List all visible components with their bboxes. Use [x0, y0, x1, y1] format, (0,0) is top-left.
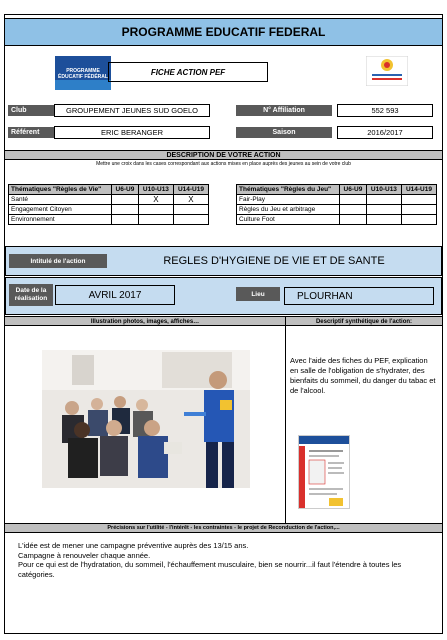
- lieu-value: PLOURHAN: [284, 287, 434, 305]
- precisions-line: Campagne à renouveler chaque année.: [18, 550, 151, 560]
- themes-jeu-col: U14-U19: [401, 185, 436, 195]
- themes-vie-col: U6-U9: [112, 185, 139, 195]
- intitule-label: Intitulé de l'action: [9, 254, 107, 268]
- precisions-label: Précisions sur l'utilité - l'intérêt - les contraintes - le projet de Reconduction de l'action,...: [5, 523, 442, 533]
- theme-name: Règles du Jeu et arbitrage: [237, 205, 340, 215]
- descriptif-label: Descriptif synthétique de l'action:: [315, 318, 413, 325]
- checkbox-cell[interactable]: [112, 195, 139, 205]
- checkbox-cell[interactable]: [401, 195, 436, 205]
- referent-label: Référent: [8, 127, 54, 138]
- checkbox-cell[interactable]: [138, 205, 173, 215]
- date-label-line2: réalisation: [14, 295, 48, 302]
- table-row: [237, 215, 437, 225]
- checkbox-cell[interactable]: [401, 215, 436, 225]
- precisions-text: [18, 541, 438, 591]
- pef-logo: [55, 56, 111, 90]
- table-row: [9, 195, 209, 205]
- themes-vie-col: U14-U19: [173, 185, 208, 195]
- column-divider: [285, 316, 286, 523]
- description-subtitle: Mettre une croix dans les cases correspondant aux actions mises en place auprès des jeunes au sein de votre club: [96, 161, 351, 167]
- fiche-title: FICHE ACTION PEF: [108, 62, 268, 82]
- checkbox-cell[interactable]: [112, 215, 139, 225]
- club-value: GROUPEMENT JEUNES SUD GOELO: [54, 104, 210, 117]
- affiliation-label: N° Affiliation: [236, 105, 332, 116]
- themes-vie-col: U10-U13: [138, 185, 173, 195]
- description-title: DESCRIPTION DE VOTRE ACTION: [5, 150, 442, 160]
- precisions-line: L'idée est de mener une campagne préventive auprès des 13/15 ans.: [18, 541, 249, 550]
- programme-educatif-federal-logo-icon: [55, 56, 111, 90]
- checkbox-cell[interactable]: X: [138, 195, 173, 205]
- page-title: PROGRAMME EDUCATIF FEDERAL: [5, 18, 442, 46]
- referent-value: ERIC BERANGER: [54, 126, 210, 139]
- theme-name: Fair-Play: [237, 195, 340, 205]
- themes-jeu-col: U6-U9: [340, 185, 367, 195]
- checkbox-cell[interactable]: [112, 205, 139, 215]
- lieu-label: Lieu: [236, 287, 280, 301]
- federation-logo: [366, 56, 408, 86]
- table-row: [237, 205, 437, 215]
- table-row: [237, 195, 437, 205]
- theme-name: Engagement Citoyen: [9, 205, 112, 215]
- classroom-photo-icon: [42, 350, 250, 488]
- theme-name: Environnement: [9, 215, 112, 225]
- federation-logo-icon: [366, 56, 408, 86]
- pef-fiche-thumbnail: [298, 435, 350, 509]
- checkbox-cell[interactable]: [340, 195, 367, 205]
- date-value: AVRIL 2017: [55, 285, 175, 305]
- checkbox-cell[interactable]: [340, 215, 367, 225]
- checkbox-cell[interactable]: [173, 205, 208, 215]
- svg-text:ÉDUCATIF FÉDÉRAL: ÉDUCATIF FÉDÉRAL: [58, 74, 108, 80]
- date-label-line1: Date de la: [15, 287, 47, 294]
- affiliation-value: 552 593: [337, 104, 433, 117]
- themes-vie-table: [8, 184, 209, 225]
- themes-jeu-table: [236, 184, 437, 225]
- table-row: [9, 215, 209, 225]
- fiche-document-icon: [299, 436, 349, 508]
- checkbox-cell[interactable]: [401, 205, 436, 215]
- theme-name: Santé: [9, 195, 112, 205]
- action-photo: [42, 350, 250, 488]
- checkbox-cell[interactable]: [138, 215, 173, 225]
- table-row: [9, 205, 209, 215]
- saison-label: Saison: [236, 127, 332, 138]
- themes-vie-header: Thématiques "Règles de Vie": [9, 185, 112, 195]
- svg-text:PROGRAMME: PROGRAMME: [66, 68, 100, 74]
- descriptif-text: Avec l'aide des fiches du PEF, explication en salle de l'obligation de s'hydrater, des bienfaits du sommeil, du danger du tabac et de l'alcool.: [290, 356, 436, 395]
- precisions-line: Pour ce qui est de l'hydratation, du sommeil, l'échauffement musculaire, bien se nourrir...il faut l'étendre à toutes les catégories.: [18, 560, 402, 579]
- themes-jeu-col: U10-U13: [366, 185, 401, 195]
- checkbox-cell[interactable]: [366, 205, 401, 215]
- club-label: Club: [8, 105, 54, 116]
- theme-name: Culture Foot: [237, 215, 340, 225]
- illustration-label: Illustration photos, images, affiches…: [90, 318, 200, 325]
- checkbox-cell[interactable]: [366, 195, 401, 205]
- date-label: [9, 284, 53, 306]
- intitule-value: REGLES D'HYGIENE DE VIE ET DE SANTE: [163, 255, 385, 267]
- checkbox-cell[interactable]: [366, 215, 401, 225]
- checkbox-cell[interactable]: [340, 205, 367, 215]
- saison-value: 2016/2017: [337, 126, 433, 139]
- themes-jeu-header: Thématiques "Règles du Jeu": [237, 185, 340, 195]
- checkbox-cell[interactable]: [173, 215, 208, 225]
- checkbox-cell[interactable]: X: [173, 195, 208, 205]
